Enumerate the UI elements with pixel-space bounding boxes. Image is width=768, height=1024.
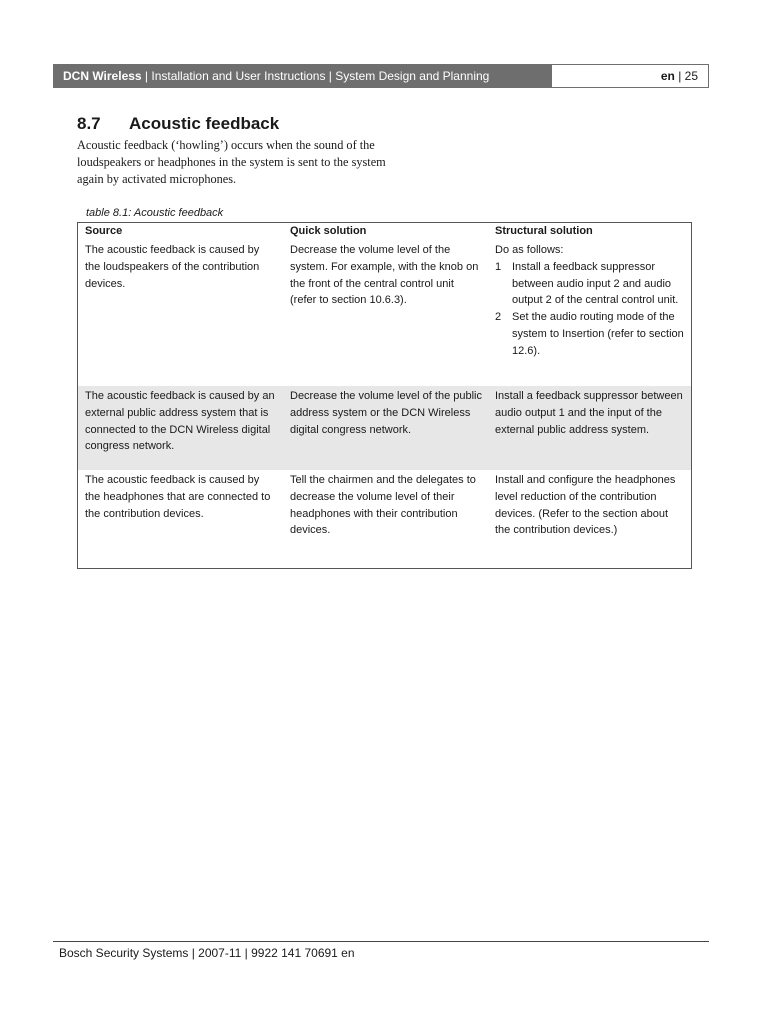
header-doc-title [54, 65, 552, 87]
intro-paragraph: Acoustic feedback (‘howling’) occurs when the sound of the loudspeakers or headphones in the system is sent to the system again by activated microphones. [77, 138, 386, 186]
table-header-row [78, 223, 691, 240]
table-row [78, 470, 691, 568]
cell-structural-solution: Install and configure the headphones level reduction of the contribution devices. (Refer to the section about the contribution devices.) [495, 474, 676, 537]
cell-source: The acoustic feedback is caused by the loudspeakers of the contribution devices. [85, 244, 260, 290]
cell-structural-solution [488, 240, 691, 386]
step-number: 2 [495, 311, 502, 324]
section-heading [77, 114, 279, 134]
footer-divider [53, 941, 709, 942]
step-number: 1 [495, 260, 502, 273]
header-page-number: | 25 [674, 69, 698, 83]
section-title: Acoustic feedback [129, 114, 280, 133]
page-footer: Bosch Security Systems | 2007-11 | 9922 141 70691 en [59, 946, 355, 960]
step-text: Set the audio routing mode of the system to Insertion (refer to section 12.6). [512, 311, 684, 357]
step-text: Install a feedback suppressor between audio input 2 and audio output 2 of the central control unit. [512, 260, 679, 307]
header-source: Source [85, 225, 123, 237]
table-row [78, 386, 691, 470]
header-product: DCN Wireless [63, 69, 142, 83]
table-row [78, 240, 691, 386]
header-doc-path: | Installation and User Instructions | System Design and Planning [141, 69, 490, 83]
section-number: 8.7 [77, 114, 101, 133]
acoustic-feedback-table [77, 222, 692, 569]
list-item [495, 259, 685, 309]
cell-source: The acoustic feedback is caused by an external public address system that is connected to the DCN Wireless digital congress network. [85, 390, 275, 453]
cell-source: The acoustic feedback is caused by the headphones that are connected to the contribution devices. [85, 474, 271, 520]
header-quick-solution: Quick solution [290, 225, 367, 237]
header-lang: en [660, 69, 675, 83]
header-structural-solution: Structural solution [495, 225, 593, 237]
cell-quick-solution: Decrease the volume level of the public address system or the DCN Wireless digital congress network. [290, 390, 482, 436]
cell-quick-solution: Tell the chairmen and the delegates to decrease the volume level of their headphones with their contribution devices. [290, 474, 476, 537]
header-page-info [552, 65, 708, 87]
table-caption: table 8.1: Acoustic feedback [86, 207, 224, 219]
cell-structural-solution: Install a feedback suppressor between audio output 1 and the input of the external public address system. [495, 390, 683, 436]
cell-quick-solution: Decrease the volume level of the system. For example, with the knob on the front of the central control unit (refer to section 10.6.3). [290, 244, 479, 307]
structural-intro: Do as follows: [495, 244, 564, 256]
list-item [495, 309, 685, 359]
page-header [53, 64, 709, 88]
